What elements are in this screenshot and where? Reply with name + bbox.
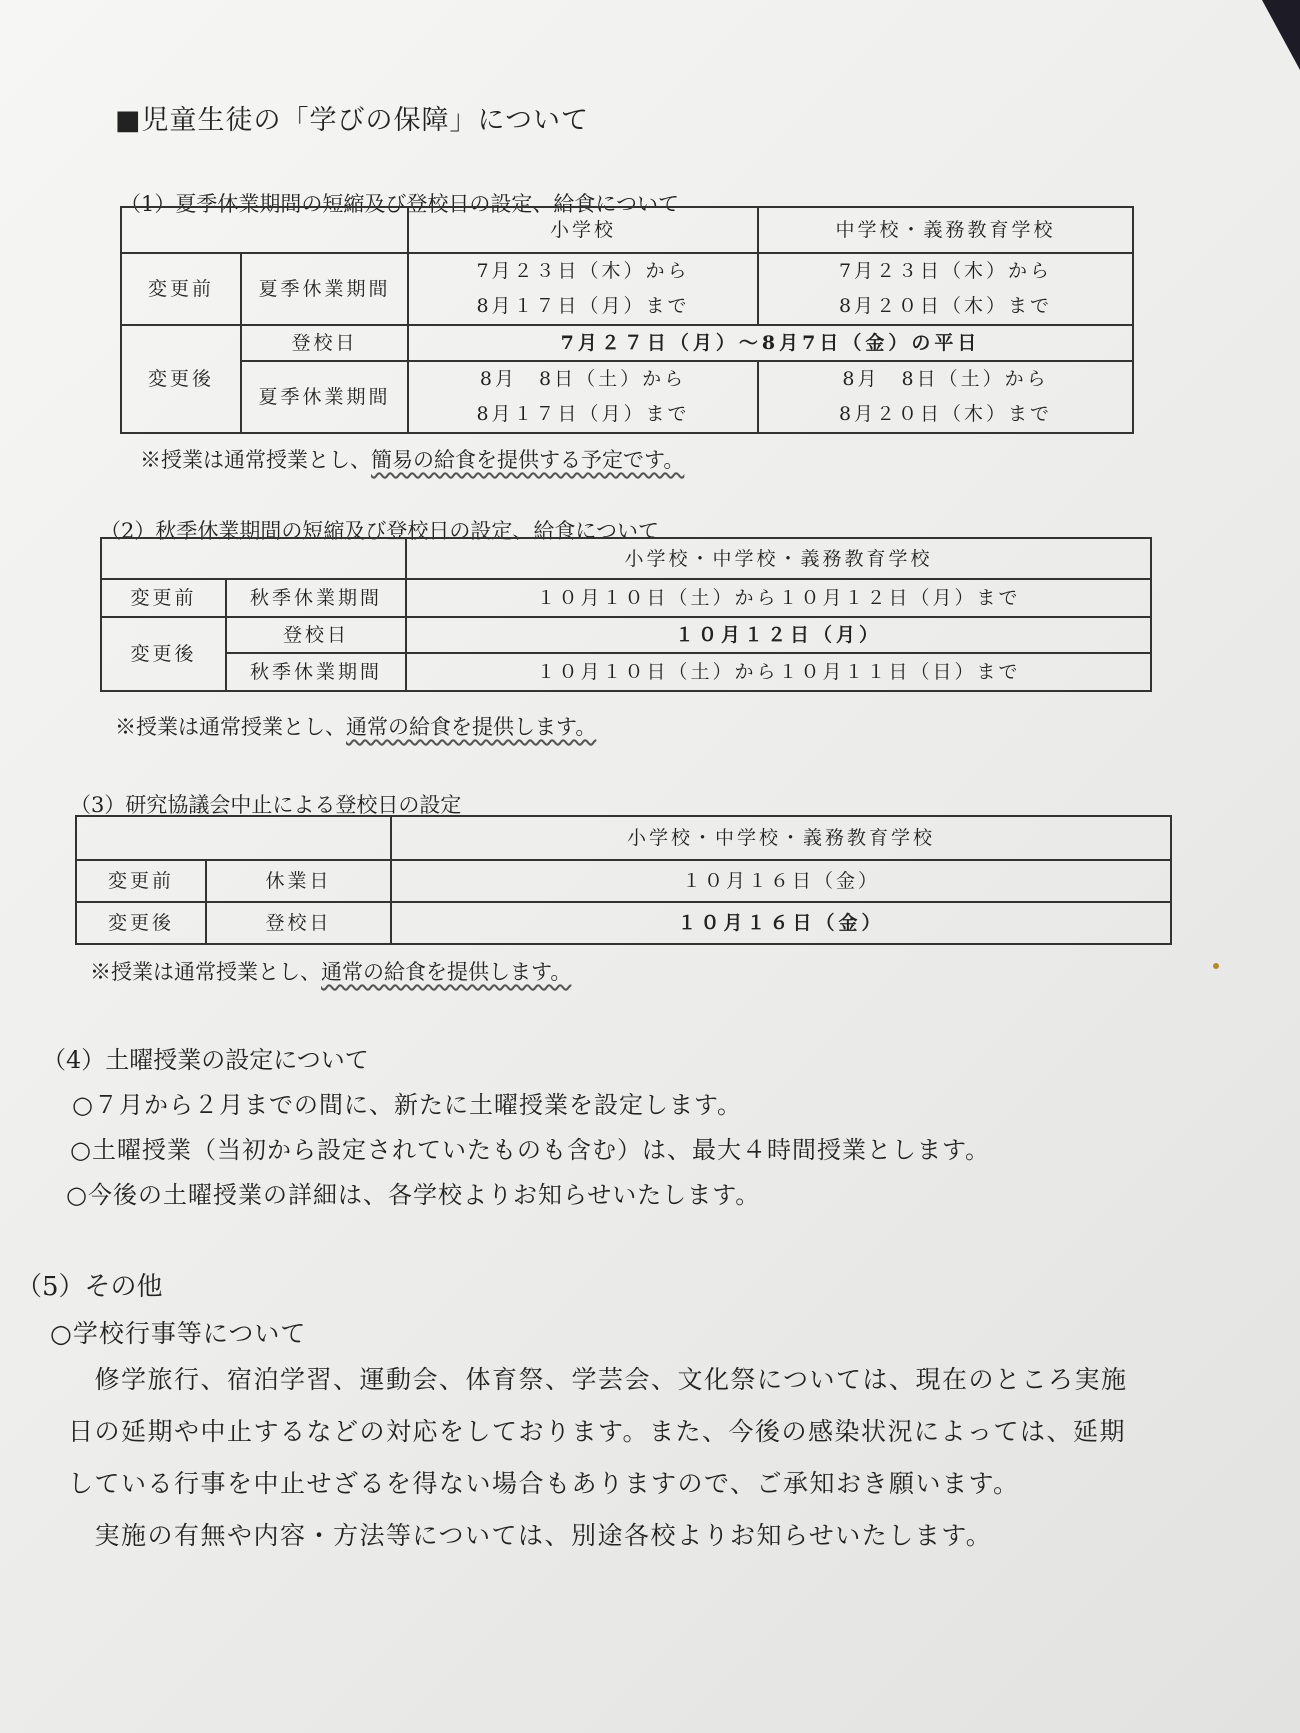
note-text: ※授業は通常授業とし、 xyxy=(115,715,346,739)
after-value: １０月１６日（金） xyxy=(391,902,1171,944)
row-label-summer-after: 夏季休業期間 xyxy=(241,361,408,433)
row-label-after: 変更後 xyxy=(76,902,206,944)
section-3-heading: （3）研究協議会中止による登校日の設定 xyxy=(70,793,462,817)
row-label-holiday: 休業日 xyxy=(206,860,391,902)
col-header-all-schools: 小学校・中学校・義務教育学校 xyxy=(391,816,1171,860)
summer-table xyxy=(120,206,1134,434)
school-day-value: １０月１２日（月） xyxy=(406,617,1151,653)
header-empty-cell xyxy=(121,207,408,253)
note-underlined-text: 通常の給食を提供します。 xyxy=(346,715,597,739)
row-label-school-day: 登校日 xyxy=(241,325,408,361)
section-2-note xyxy=(115,711,596,741)
after-elementary-cell xyxy=(408,361,758,433)
after-middle-cell xyxy=(758,361,1133,433)
before-value: １０月１０日（土）から１０月１２日（月）まで xyxy=(406,579,1151,617)
paragraph-line: している行事を中止せざるを得ない場合もありますので、ご承知おき願います。 xyxy=(68,1469,1020,1498)
after-middle-to: 8月２０日（木）まで xyxy=(838,403,1053,425)
section-3-note xyxy=(90,956,571,986)
page-title: ■児童生徒の「学びの保障」について xyxy=(115,105,589,136)
row-label-school-day: 登校日 xyxy=(226,617,406,653)
row-label-before: 変更前 xyxy=(76,860,206,902)
school-events-paragraph xyxy=(68,1354,1296,1562)
saturday-item-2: ○土曜授業（当初から設定されていたものも含む）は、最大４時間授業とします。 xyxy=(70,1136,991,1164)
section-4-heading: （4）土曜授業の設定について xyxy=(42,1046,369,1074)
before-value: １０月１６日（金） xyxy=(391,860,1171,902)
header-empty-cell xyxy=(101,538,406,579)
saturday-item-3: ○今後の土曜授業の詳細は、各学校よりお知らせいたします。 xyxy=(66,1181,761,1209)
school-events-subheading: ○学校行事等について xyxy=(50,1319,307,1348)
conference-table xyxy=(75,815,1172,945)
col-header-middle: 中学校・義務教育学校 xyxy=(758,207,1133,253)
paper-stain xyxy=(1213,963,1219,969)
before-middle-to: 8月２０日（木）まで xyxy=(838,295,1053,317)
before-middle-from: 7月２３日（木）から xyxy=(838,260,1053,282)
row-label-before: 変更前 xyxy=(121,253,241,325)
section-5-heading: （5）その他 xyxy=(16,1272,163,1302)
school-day-value: 7月２７日（月）～8月7日（金）の平日 xyxy=(408,325,1133,361)
note-text: ※授業は通常授業とし、 xyxy=(90,960,321,984)
row-label-after: 変更後 xyxy=(121,325,241,433)
col-header-elementary: 小学校 xyxy=(408,207,758,253)
paragraph-line: 実施の有無や内容・方法等については、別途各校よりお知らせいたします。 xyxy=(68,1521,993,1550)
paragraph-line: 修学旅行、宿泊学習、運動会、体育祭、学芸会、文化祭については、現在のところ実施 xyxy=(68,1365,1128,1394)
after-value: １０月１０日（土）から１０月１１日（日）まで xyxy=(406,653,1151,691)
before-middle-cell xyxy=(758,253,1133,325)
autumn-table xyxy=(100,537,1152,692)
row-label-autumn: 秋季休業期間 xyxy=(226,579,406,617)
saturday-item-1: ○７月から２月までの間に、新たに土曜授業を設定します。 xyxy=(72,1091,743,1119)
section-2-heading: （2）秋季休業期間の短縮及び登校日の設定、給食について xyxy=(100,519,659,543)
before-elementary-to: 8月１７日（月）まで xyxy=(476,295,690,317)
after-elementary-from: 8月 8日（土）から xyxy=(479,368,687,390)
note-underlined-text: 通常の給食を提供します。 xyxy=(321,960,572,984)
row-label-school-day: 登校日 xyxy=(206,902,391,944)
after-elementary-to: 8月１７日（月）まで xyxy=(476,403,690,425)
header-empty-cell xyxy=(76,816,391,860)
section-1-heading: （1）夏季休業期間の短縮及び登校日の設定、給食について xyxy=(120,192,679,216)
row-label-before: 変更前 xyxy=(101,579,226,617)
row-label-summer: 夏季休業期間 xyxy=(241,253,408,325)
col-header-all-schools: 小学校・中学校・義務教育学校 xyxy=(406,538,1151,579)
before-elementary-from: 7月２３日（木）から xyxy=(476,260,690,282)
note-text: ※授業は通常授業とし、 xyxy=(140,448,371,472)
before-elementary-cell xyxy=(408,253,758,325)
paragraph-line: 日の延期や中止するなどの対応をしております。また、今後の感染状況によっては、延期 xyxy=(68,1417,1127,1446)
row-label-autumn-after: 秋季休業期間 xyxy=(226,653,406,691)
section-1-note xyxy=(140,444,684,474)
note-underlined-text: 簡易の給食を提供する予定です。 xyxy=(371,448,685,472)
after-middle-from: 8月 8日（土）から xyxy=(842,368,1049,390)
row-label-after: 変更後 xyxy=(101,617,226,691)
